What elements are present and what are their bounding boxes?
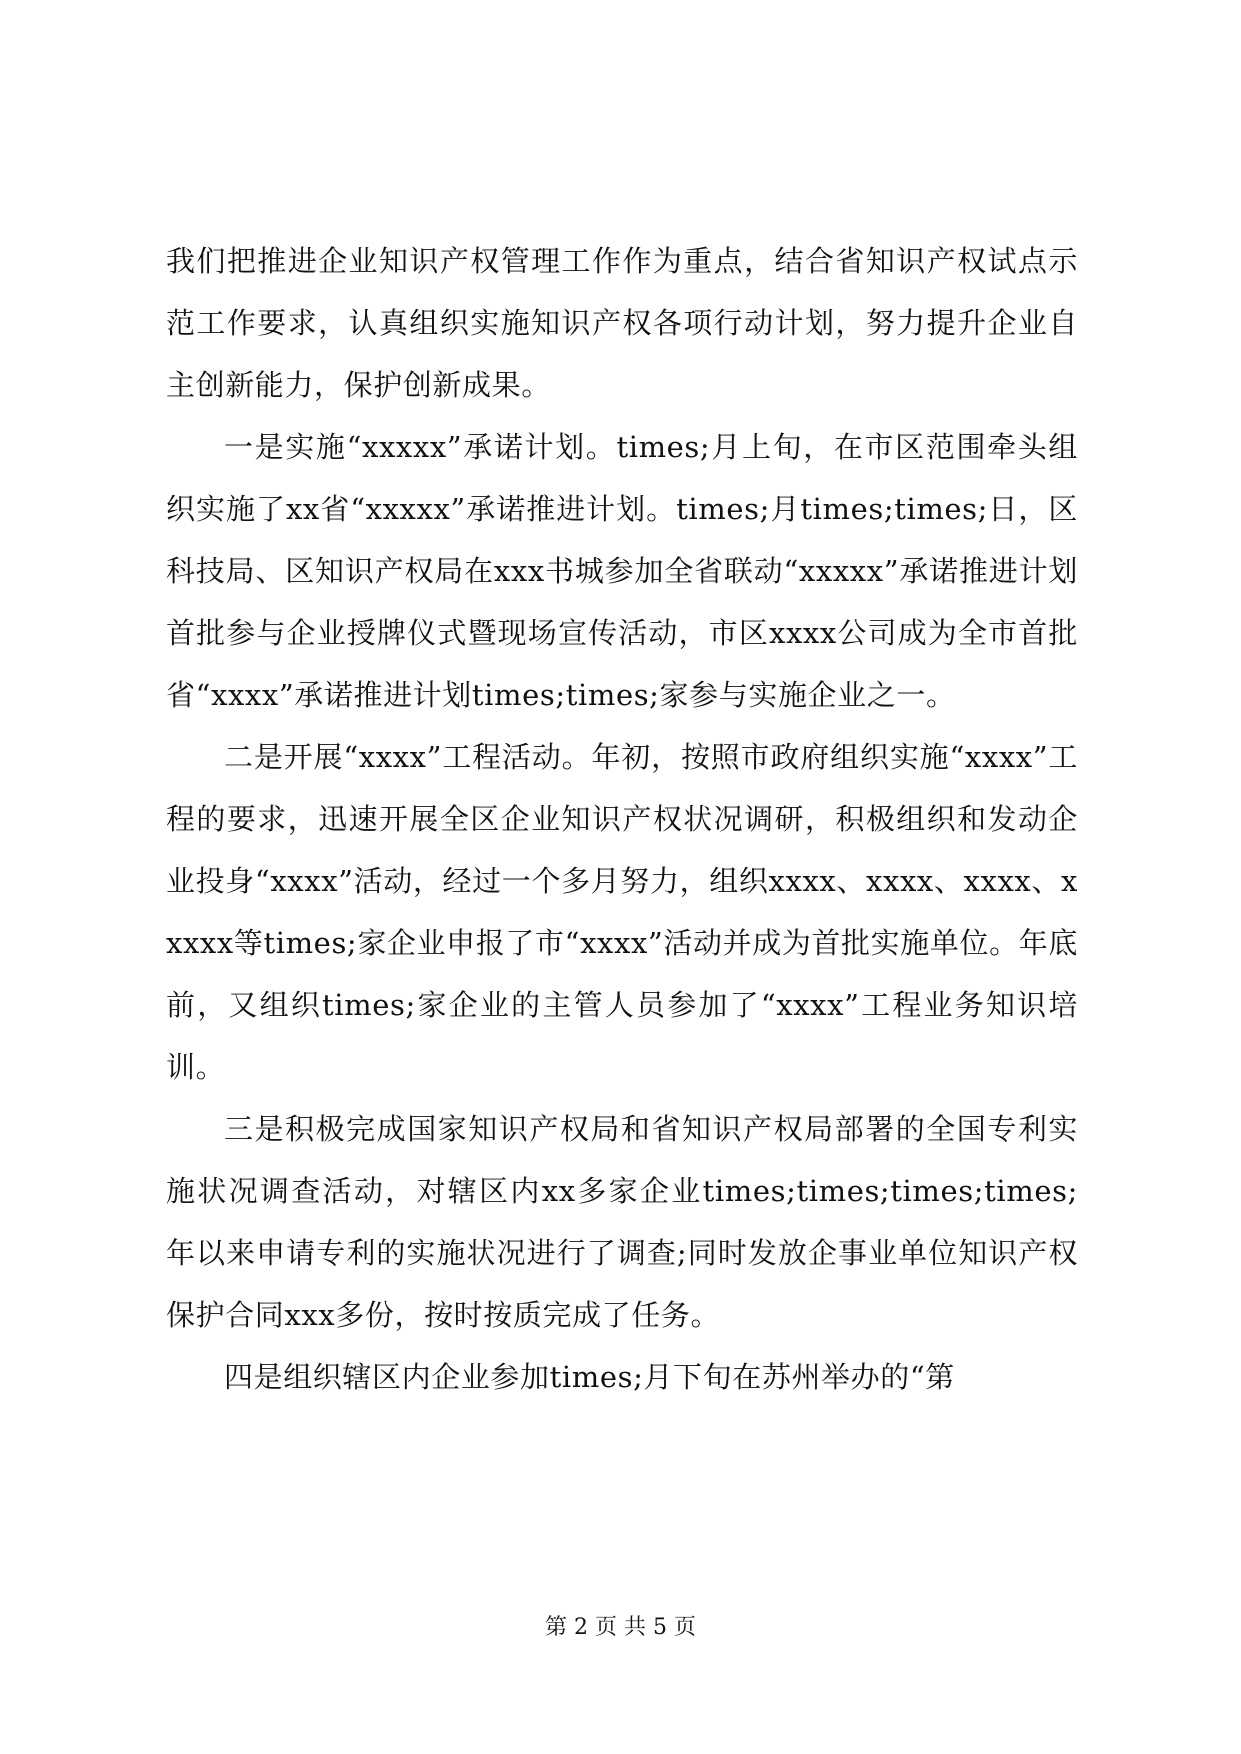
body-text (166, 230, 1078, 1408)
paragraph-item-1: 一是实施“xxxxx”承诺计划。times;月上旬，在市区范围牵头组织实施了xx省“xxxxx”承诺推进计划。times;月times;times;日，区科技局、区知识产权局在xxx书城参加全省联动“xxxxx”承诺推进计划首批参与企业授牌仪式暨现场宣传活动，市区xxxx公司成为全市首批省“xxxx”承诺推进计划times;times;家参与实施企业之一。 (166, 430, 1078, 712)
paragraph-item-4: 四是组织辖区内企业参加times;月下旬在苏州举办的“第 (224, 1360, 955, 1394)
paragraph-item-3: 三是积极完成国家知识产权局和省知识产权局部署的全国专利实施状况调查活动，对辖区内xx多家企业times;times;times;times;年以来申请专利的实施状况进行了调查;同时发放企事业单位知识产权保护合同xxx多份，按时按质完成了任务。 (166, 1112, 1078, 1332)
page-number-footer: 第 2 页 共 5 页 (545, 1615, 696, 1640)
paragraph-intro: 我们把推进企业知识产权管理工作作为重点，结合省知识产权试点示范工作要求，认真组织实施知识产权各项行动计划，努力提升企业自主创新能力，保护创新成果。 (166, 244, 1078, 402)
paragraph-item-2: 二是开展“xxxx”工程活动。年初，按照市政府组织实施“xxxx”工程的要求，迅速开展全区企业知识产权状况调研，积极组织和发动企业投身“xxxx”活动，经过一个多月努力，组织xxxx、xxxx、xxxx、xxxxx等times;家企业申报了市“xxxx”活动并成为首批实施单位。年底前，又组织times;家企业的主管人员参加了“xxxx”工程业务知识培训。 (166, 740, 1078, 1084)
